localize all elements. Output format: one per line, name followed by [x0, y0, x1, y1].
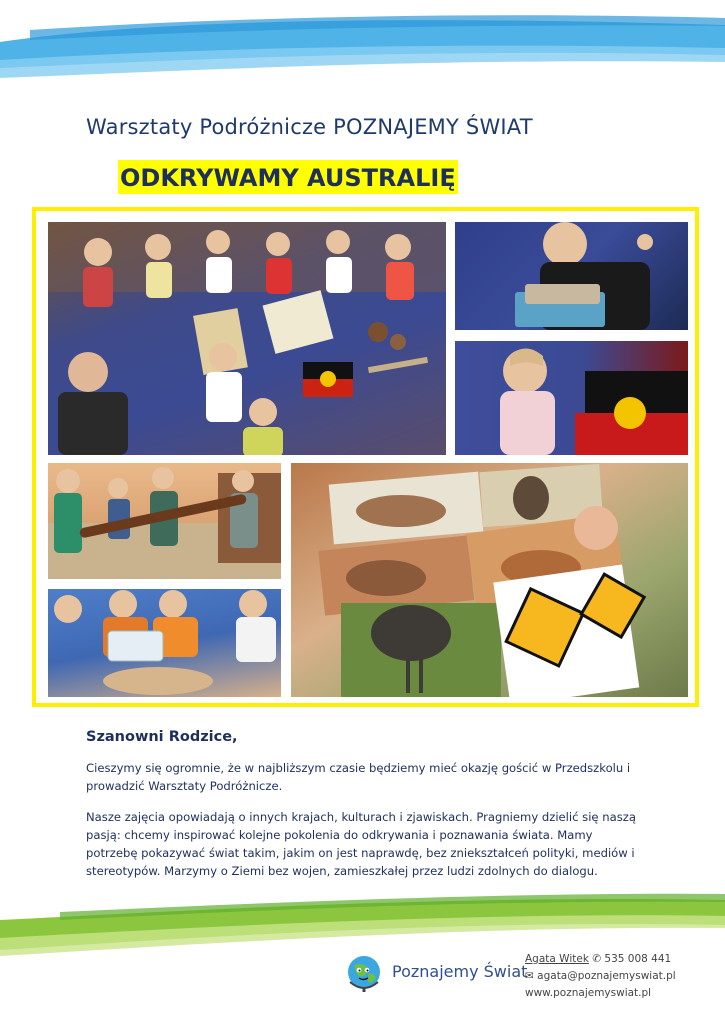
contact-phone[interactable]: 535 008 441: [604, 953, 672, 965]
subtitle-highlight: [118, 160, 458, 194]
envelope-icon: ✉: [525, 970, 534, 982]
letter-paragraph-1: Cieszymy się ogromnie, że w najbliższym czasie będziemy mieć okazję gościć w Przedszkolu i prowadzić Warsztaty Podróżnicze.: [86, 761, 631, 793]
contact-website[interactable]: www.poznajemyswiat.pl: [525, 987, 652, 999]
subtitle: ODKRYWAMY AUSTRALIĘ: [120, 164, 456, 192]
contact-email-row: [525, 970, 676, 982]
bottom-wave-decoration: [0, 890, 725, 960]
photo-girl-with-flag: [455, 341, 688, 455]
workshop-title: Warsztaty Podróżnicze POZNAJEMY ŚWIAT: [86, 115, 533, 139]
contact-name: Agata Witek: [525, 953, 589, 965]
globe-logo-icon: [344, 952, 384, 992]
letter-paragraph-2: Nasze zajęcia opowiadają o innych krajach, kulturach i zjawiskach. Pragniemy dzielić się naszą pasją: chcemy inspirować kolejne pokolenia do odkrywania i poznawania świata. Mamy potrzebę pokazywać świat takim, jakim on jest naprawdę, bez zniekształceń polityki, mediów i stereotypów. Marzymy o Ziemi bez wojen, zamieszkałej przez ludzi zdolnych do dialogu.: [86, 810, 636, 878]
photo-animal-pictures-signs: [291, 463, 688, 697]
phone-icon: ✆: [592, 953, 602, 965]
photo-boy-with-box: [455, 222, 688, 330]
contact-email[interactable]: agata@poznajemyswiat.pl: [537, 970, 676, 982]
photo-children-circle: [48, 222, 446, 455]
top-wave-decoration: [0, 0, 725, 100]
photo-children-with-container: [48, 589, 281, 697]
contact-name-phone: [525, 953, 671, 965]
letter-greeting: Szanowni Rodzice,: [86, 729, 238, 745]
logo-text: Poznajemy Świat: [392, 962, 528, 981]
photo-boys-didgeridoo: [48, 463, 281, 579]
